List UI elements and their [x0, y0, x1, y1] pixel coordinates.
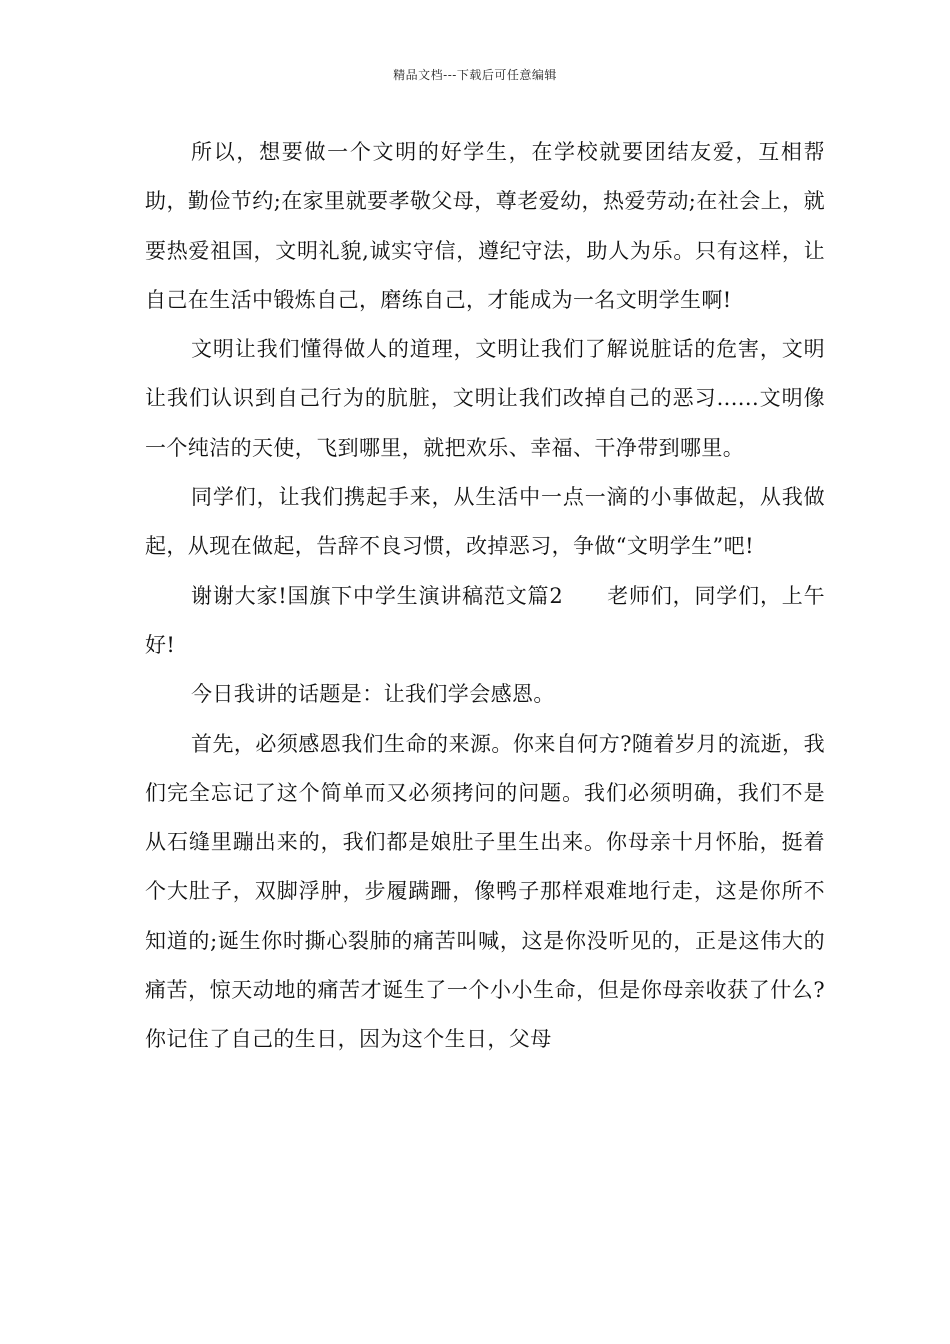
document-body: [145, 128, 825, 1065]
paragraph-call-to-action: 同学们，让我们携起手来，从生活中一点一滴的小事做起，从我做起，从现在做起，告辞不良习惯，改掉恶习，争做“文明学生”吧!: [145, 485, 825, 559]
paragraph-civility-lessons: 文明让我们懂得做人的道理，文明让我们了解说脏话的危害，文明让我们认识到自己行为的肮脏，文明让我们改掉自己的恶习......文明像一个纯洁的天使，飞到哪里，就把欢乐、幸福、干净带到哪里。: [145, 337, 825, 460]
page-header: 精品文档---下载后可任意编辑: [393, 68, 557, 82]
paragraph-civility: 所以，想要做一个文明的好学生，在学校就要团结友爱，互相帮助，勤俭节约;在家里就要孝敬父母，尊老爱幼，热爱劳动;在社会上，就要热爱祖国，文明礼貌,诚实守信，遵纪守法，助人为乐。只有这样，让自己在生活中锻炼自己，磨练自己，才能成为一名文明学生啊!: [145, 140, 825, 312]
paragraph-topic: 今日我讲的话题是：让我们学会感恩。: [191, 682, 555, 707]
paragraph-gratitude-origin: 首先，必须感恩我们生命的来源。你来自何方?随着岁月的流逝，我们完全忘记了这个简单而又必须拷问的问题。我们必须明确，我们不是从石缝里蹦出来的，我们都是娘肚子里生出来。你母亲十月怀胎，挺着个大肚子，双脚浮肿，步履蹒跚，像鸭子那样艰难地行走，这是你所不知道的;诞生你时撕心裂肺的痛苦叫喊，这是你没听见的，正是这伟大的痛苦，惊天动地的痛苦才诞生了一个小小生命，但是你母亲收获了什么?你记住了自己的生日，因为这个生日，父母: [145, 731, 825, 1052]
paragraph-thanks-and-greeting: 谢谢大家!国旗下中学生演讲稿范文篇2 老师们，同学们，上午好!: [145, 583, 825, 657]
